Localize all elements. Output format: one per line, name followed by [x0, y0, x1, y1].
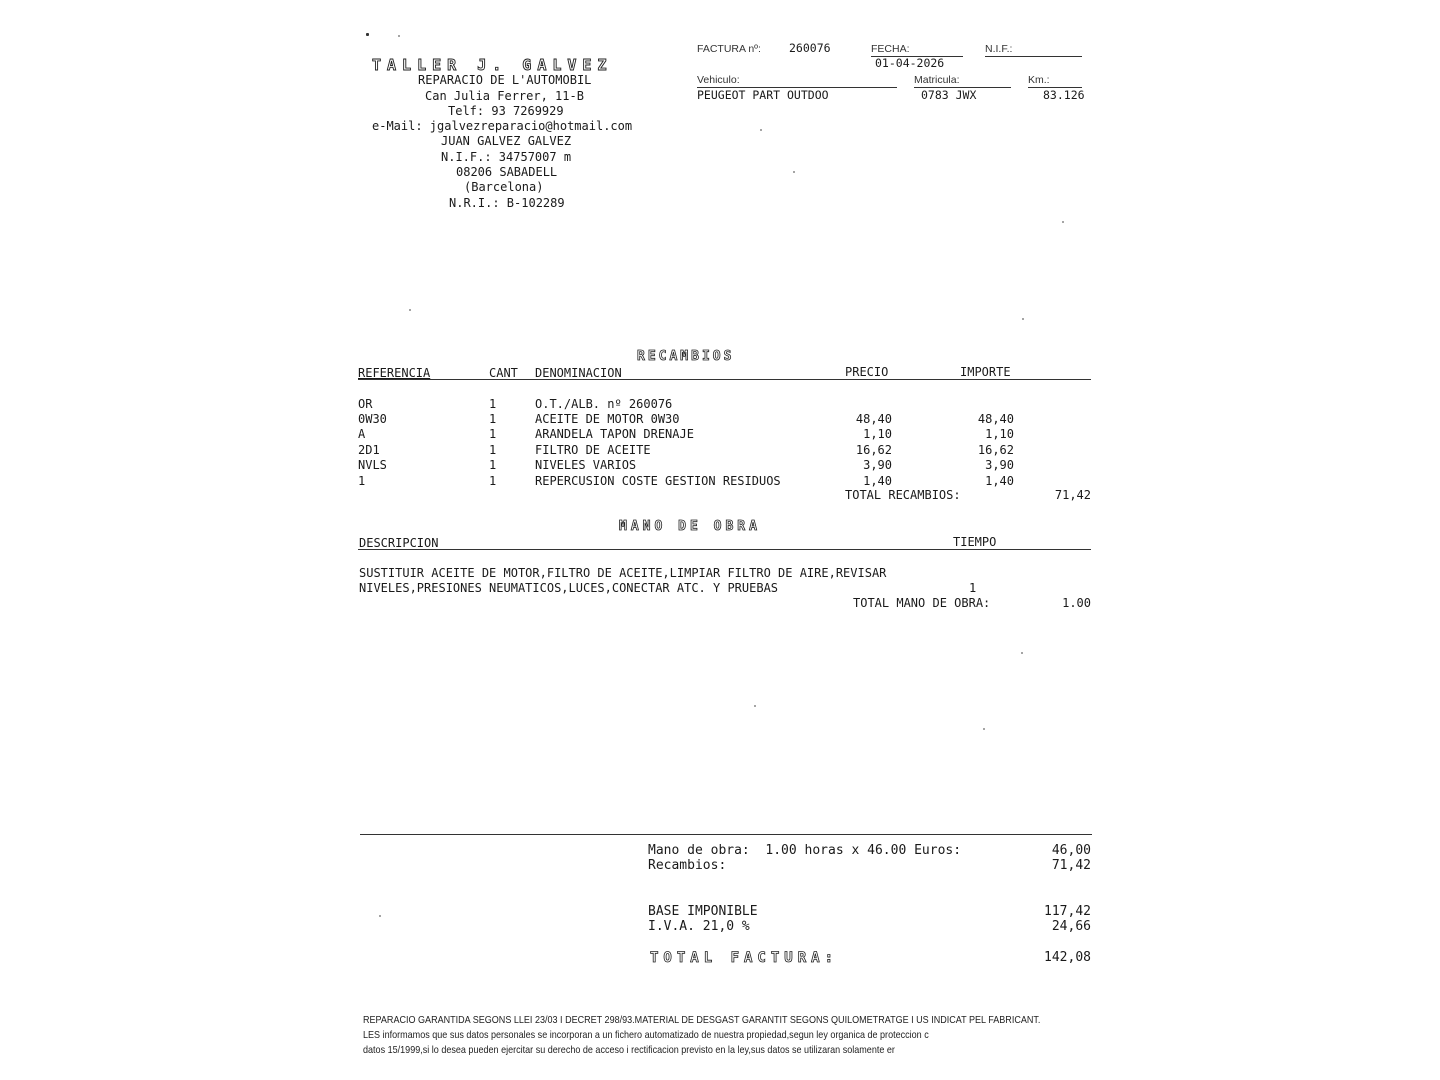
company-nri: N.R.I.: B-102289: [449, 196, 565, 210]
row-price: 16,62: [855, 443, 892, 457]
labor-time-value: 1: [969, 581, 977, 595]
row-desc: O.T./ALB. nº 260076: [535, 397, 673, 411]
row-ref: OR: [358, 397, 373, 411]
parts-title: RECAMBIOS: [637, 349, 735, 364]
row-desc: FILTRO DE ACEITE: [535, 443, 651, 457]
row-price: 1,40: [863, 474, 892, 488]
summary-base-value: 117,42: [1044, 904, 1091, 919]
row-amount: 48,40: [977, 412, 1014, 426]
invoice-date-label: FECHA:: [871, 43, 910, 55]
scan-speck: [760, 129, 762, 131]
row-ref: 0W30: [358, 412, 387, 426]
summary-rule: [360, 834, 1092, 835]
scan-speck: [398, 35, 400, 37]
labor-total-value: 1.00: [1062, 596, 1091, 610]
plate-value: 0783 JWX: [921, 88, 977, 102]
labor-title: MANO DE OBRA: [619, 519, 761, 534]
invoice-number-label: FACTURA nº:: [697, 43, 761, 55]
scan-speck: [366, 33, 369, 36]
company-phone: Telf: 93 7269929: [448, 104, 564, 118]
scan-speck: [1022, 318, 1024, 320]
summary-labor-label: Mano de obra: 1.00 horas x 46.00 Euros:: [648, 843, 962, 858]
company-activity: REPARACIO DE L'AUTOMOBIL: [418, 73, 592, 87]
row-desc: ARANDELA TAPON DRENAJE: [535, 427, 694, 441]
row-amount: 16,62: [977, 443, 1014, 457]
scan-speck: [754, 705, 756, 707]
row-ref: 2D1: [358, 443, 380, 457]
col-header-price: PRECIO: [845, 365, 889, 379]
scan-speck: [409, 309, 411, 311]
row-qty: 1: [489, 443, 497, 457]
row-qty: 1: [489, 412, 497, 426]
invoice-number: 260076: [789, 41, 831, 55]
company-email: e-Mail: jgalvezreparacio@hotmail.com: [372, 119, 633, 133]
km-label: Km.:: [1028, 74, 1050, 86]
invoice-date: 01-04-2026: [875, 56, 945, 70]
footer-line1: REPARACIO GARANTIDA SEGONS LLEI 23/03 I DECRET 298/93.MATERIAL DE DESGAST GARANTIT SEGONS QUILOMETRATGE I US INDICAT PEL FABRICANT.: [363, 1014, 1041, 1026]
footer-line3: datos 15/1999,si lo desea pueden ejercitar su derecho de acceso i rectificacion previsto en la ley,sus datos se utilizaran solamente er: [363, 1044, 895, 1056]
parts-total-value: 71,42: [1054, 488, 1091, 502]
row-qty: 1: [489, 474, 497, 488]
row-price: 48,40: [855, 412, 892, 426]
summary-parts-label: Recambios:: [648, 858, 727, 873]
col-header-desc: DENOMINACION: [535, 366, 622, 380]
row-desc: NIVELES VARIOS: [535, 458, 637, 472]
invoice-nif-label: N.I.F.:: [985, 43, 1013, 55]
nif-underline: [985, 56, 1082, 57]
row-desc: ACEITE DE MOTOR 0W30: [535, 412, 680, 426]
summary-labor-value: 46,00: [1051, 843, 1091, 858]
col-header-qty: CANT: [489, 366, 518, 380]
scan-speck: [793, 171, 795, 173]
col-header-ref: REFERENCIA: [358, 366, 431, 380]
company-nif: N.I.F.: 34757007 m: [441, 150, 572, 164]
labor-desc-line1: SUSTITUIR ACEITE DE MOTOR,FILTRO DE ACEITE,LIMPIAR FILTRO DE AIRE,REVISAR: [359, 566, 887, 580]
row-qty: 1: [489, 458, 497, 472]
company-city: 08206 SABADELL: [456, 165, 558, 179]
labor-total-label: TOTAL MANO DE OBRA:: [853, 596, 991, 610]
row-qty: 1: [489, 397, 497, 411]
row-price: 3,90: [863, 458, 892, 472]
company-logo: TALLER J. GALVEZ: [372, 56, 613, 74]
row-amount: 3,90: [985, 458, 1014, 472]
summary-vat-label: I.V.A. 21,0 %: [648, 919, 750, 934]
labor-header-rule: [358, 549, 1091, 550]
scan-speck: [1021, 652, 1023, 654]
parts-total-label: TOTAL RECAMBIOS:: [845, 488, 961, 502]
km-value: 83.126: [1043, 88, 1085, 102]
col-header-amount: IMPORTE: [960, 365, 1011, 379]
plate-label: Matricula:: [914, 74, 960, 86]
labor-desc-line2: NIVELES,PRESIONES NEUMATICOS,LUCES,CONECTAR ATC. Y PRUEBAS: [359, 581, 779, 595]
company-province: (Barcelona): [464, 180, 544, 194]
row-ref: A: [358, 427, 366, 441]
row-amount: 1,10: [985, 427, 1014, 441]
labor-time-header: TIEMPO: [953, 535, 997, 549]
company-owner: JUAN GALVEZ GALVEZ: [441, 134, 572, 148]
summary-parts-value: 71,42: [1051, 858, 1091, 873]
summary-total-label: TOTAL FACTURA:: [650, 950, 839, 966]
row-qty: 1: [489, 427, 497, 441]
labor-desc-header: DESCRIPCION: [359, 536, 439, 550]
vehicle-value: PEUGEOT PART OUTDOO: [697, 88, 829, 102]
parts-header-rule: [358, 379, 1091, 380]
scan-speck: [379, 915, 381, 917]
footer-line2: LES informamos que sus datos personales se incorporan a un fichero automatizado de nuestra propiedad,segun ley organica de proteccion c: [363, 1029, 929, 1041]
scan-speck: [983, 728, 985, 730]
row-desc: REPERCUSION COSTE GESTION RESIDUOS: [535, 474, 781, 488]
row-ref: 1: [358, 474, 366, 488]
summary-vat-value: 24,66: [1051, 919, 1091, 934]
row-ref: NVLS: [358, 458, 387, 472]
row-price: 1,10: [863, 427, 892, 441]
row-amount: 1,40: [985, 474, 1014, 488]
summary-base-label: BASE IMPONIBLE: [648, 904, 758, 919]
scan-speck: [1062, 221, 1064, 223]
summary-total-value: 142,08: [1044, 950, 1091, 965]
company-address: Can Julia Ferrer, 11-B: [425, 89, 584, 103]
vehicle-label: Vehiculo:: [697, 74, 740, 86]
